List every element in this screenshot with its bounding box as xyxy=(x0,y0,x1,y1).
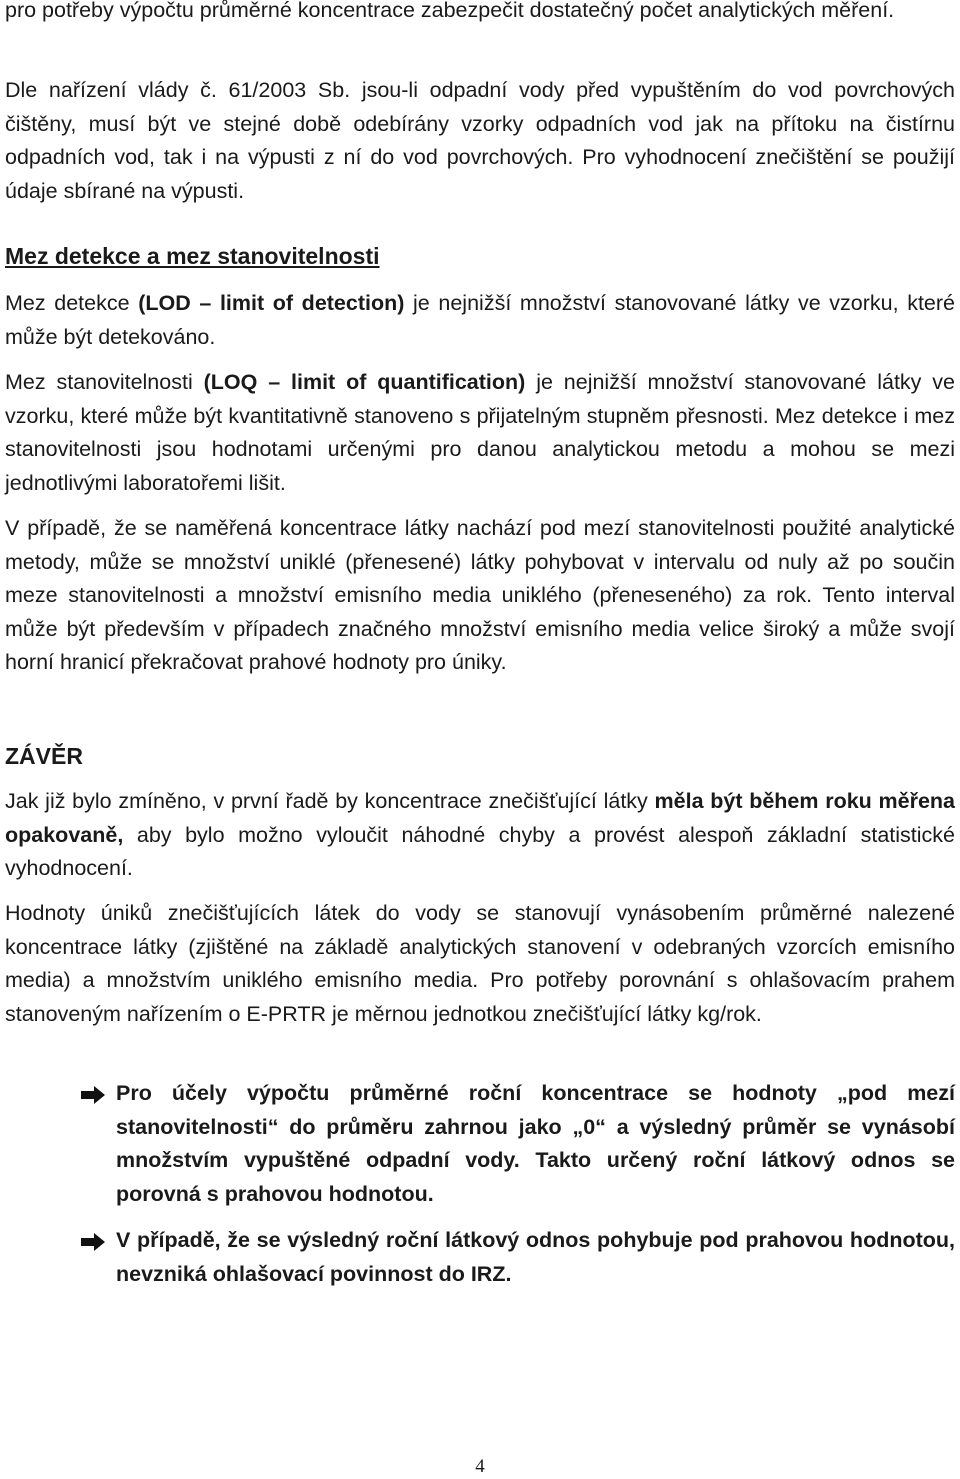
bullet-text: V případě, že se výsledný roční látkový odnos pohybuje pod prahovou hodnotou, nevzniká ohlašovací povinnost do IRZ. xyxy=(116,1228,955,1286)
bullet-text: Pro účely výpočtu průměrné roční koncentrace se hodnoty „pod mezí stanovitelnosti“ do průměru zahrnou jako „0“ a výsledný průměr se vynásobí množstvím vypuštěné odpadní vody. Takto určený roční látkový odnos se porovná s prahovou hodnotou. xyxy=(116,1081,955,1206)
paragraph-lod: Mez detekce (LOD – limit of detection) je nejnižší množství stanovované látky ve vzorku, které může být detekováno. xyxy=(5,291,956,349)
paragraph-intro-continuation: pro potřeby výpočtu průměrné koncentrace zabezpečit dostatečný počet analytických měření. xyxy=(5,0,895,22)
arrow-right-icon xyxy=(79,1085,107,1105)
paragraph-regulation: Dle nařízení vlády č. 61/2003 Sb. jsou-li odpadní vody před vypuštěním do vod povrchových čištěny, musí být ve stejné době odebírány vzorky odpadních vod jak na přítoku na čistírnu odpadních vod, tak i na výpusti z ní do vod povrchových. Pro vyhodnocení znečištění se použijí údaje sbírané na výpusti. xyxy=(5,78,955,203)
paragraph-loq: Mez stanovitelnosti (LOQ – limit of quantification) je nejnižší množství stanovované látky ve vzorku, které může být kvantitativně stanoveno s přijatelným stupněm přesnosti. Mez detekce i mez stanovitelnosti jsou hodnotami určenými pro danou analytickou metodu a mohou se mezi jednotlivými laboratořemi lišit. xyxy=(5,370,955,495)
subheading-lod-loq: Mez detekce a mez stanovitelnosti xyxy=(5,243,380,269)
loq-term: (LOQ – limit of quantification) xyxy=(203,370,526,394)
lod-term: (LOD – limit of detection) xyxy=(138,291,405,315)
paragraph-conclusion-2: Hodnoty úniků znečišťujících látek do vody se stanovují vynásobením průměrné nalezené koncentrace látky (zjištěné na základě analytických stanovení v odebraných vzorcích emisního media) a množstvím uniklého emisního media. Pro potřeby porovnání s ohlašovacím prahem stanoveným nařízením o E-PRTR je měrnou jednotkou znečišťující látky kg/rok. xyxy=(5,901,955,1026)
emphasis-repeated-measurement: měla být během roku měřena opakovaně, xyxy=(5,789,955,847)
arrow-right-icon xyxy=(79,1232,107,1252)
heading-conclusion: ZÁVĚR xyxy=(5,743,83,769)
page-number: 4 xyxy=(475,1456,485,1477)
paragraph-conclusion-1: Jak již bylo zmíněno, v první řadě by koncentrace znečišťující látky měla být během roku měřena opakovaně, aby bylo možno vyloučit náhodné chyby a provést alespoň základní statistické vyhodnocení. xyxy=(5,789,955,880)
paragraph-interval: V případě, že se naměřená koncentrace látky nachází pod mezí stanovitelnosti použité analytické metody, může se množství uniklé (přenesené) látky pohybovat v intervalu od nuly až po součin meze stanovitelnosti a množství emisního media uniklého (přeneseného) za rok. Tento interval může být především v případech značného množství emisního media velice široký a může svojí horní hranicí překračovat prahové hodnoty pro úniky. xyxy=(5,516,955,674)
